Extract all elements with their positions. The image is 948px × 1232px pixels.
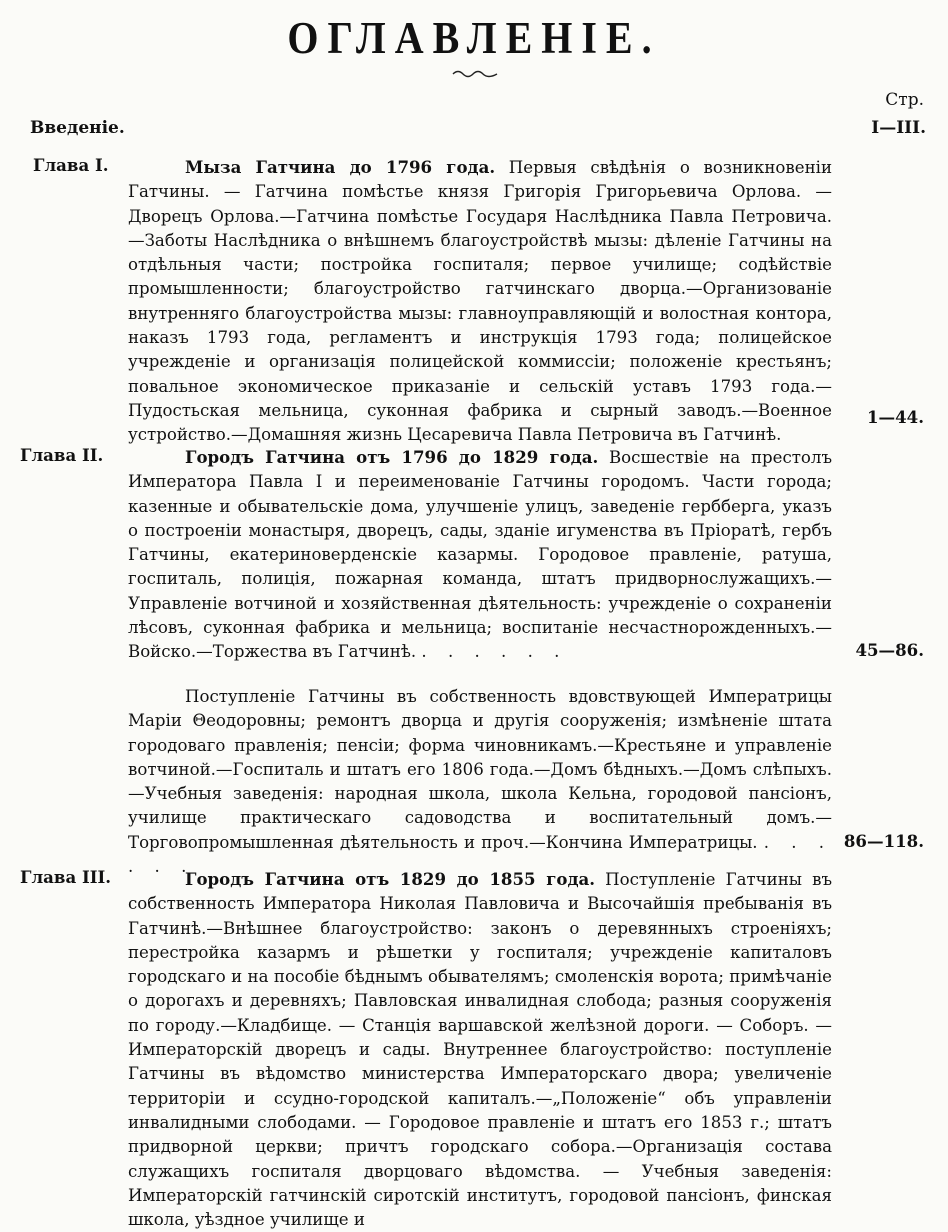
chapter-summary: [128, 685, 832, 879]
chapter-label: Глава II.: [20, 445, 104, 465]
chapter-summary: [128, 445, 832, 665]
page-title: ОГЛАВЛЕНІЕ.: [287, 11, 661, 64]
chapter-pages: 1—44.: [866, 407, 924, 427]
intro-pages: I—III.: [871, 118, 926, 138]
page-column-header: Стр.: [885, 90, 924, 110]
chapter-pages: 86—118.: [843, 831, 924, 851]
ornament-divider-icon: [452, 68, 498, 80]
chapter-label: Глава I.: [33, 155, 109, 175]
chapter-heading: Мыза Гатчина до 1796 года.: [185, 157, 496, 177]
chapter-pages: 45—86.: [855, 640, 924, 660]
chapter-text: Восшествіе на престолъ Императора Павла I и переименованіе Гатчины городомъ. Части города; казенные и обывательскіе дома, улучшеніе улицъ, заведеніе гербберга, указъ о построеніи монастыря, дворецъ, сады, зданіе игуменства въ Пріоратѣ, гербъ Гатчины, екатериноверденскіе казармы. Городовое правленіе, ратуша, госпиталь, полиція, пожарная команда, штатъ придворнослужащихъ.—Управленіе вотчиной и хозяйственная дѣятельность: учрежденіе о сохраненіи лѣсовъ, суконная фабрика и мельница; воспитаніе несчастнорожденныхъ.—Войско.—Торжества въ Гатчинѣ.: [128, 448, 833, 662]
chapter-label: Глава III.: [20, 867, 112, 887]
intro-label: Введеніе.: [30, 118, 125, 138]
chapter-text: Поступленіе Гатчины въ собственность Императора Николая Павловича и Высочайшія пребыванія въ Гатчинѣ.—Внѣшнее благоустройство: законъ о деревянныхъ строеніяхъ; перестройка казармъ и рѣшетки у госпиталя; учрежденіе капиталовъ городскаго и на пособіе бѣднымъ обывателямъ; смоленскія ворота; примѣчаніе о дорогахъ и деревняхъ; Павловская инвалидная слобода; разныя сооруженія по городу.—Кладбище. — Станція варшавской желѣзной дороги. — Соборъ. — Императорскій дворецъ и сады. Внутреннее благоустройство: поступленіе Гатчины въ вѣдомство министерства Императорскаго двора; увеличеніе территоріи и ссудно-городской капиталъ.—„Положеніе“ объ управленіи инвалидными слободами. — Городовое правленіе и штатъ его 1853 г.; штатъ придворной церкви; причтъ городскаго собора.—Организація состава служащихъ госпиталя дворцоваго вѣдомства. — Учебныя заведенія: Императорскій гатчинскій сиротскій институтъ, городовой пансіонъ, финская школа, уѣздное училище и: [128, 870, 833, 1230]
chapter-text: Первыя свѣдѣнія о возникновеніи Гатчины. — Гатчина помѣстье князя Григорія Григорьевича Орлова. — Дворецъ Орлова.—Гатчина помѣстье Государя Наслѣдника Павла Петровича.—Заботы Наслѣдника о внѣшнемъ благоустройствѣ мызы: дѣленіе Гатчины на отдѣльныя части; постройка госпиталя; первое училище; содѣйствіе промышленности; благоустройство гатчинскаго дворца.—Организованіе внутренняго благоустройства мызы: главноуправляющій и волостная контора, наказъ 1793 года, регламентъ и инструкція 1793 года; полицейское учрежденіе и организація полицейской коммиссіи; положеніе крестьянъ; повальное экономическое приказаніе и сельскій уставъ 1793 года.—Пудостьская мельница, суконная фабрика и сырный заводъ.—Военное устройство.—Домашняя жизнь Цесаревича Павла Петровича въ Гатчинѣ.: [128, 158, 833, 445]
chapter-heading: Городъ Гатчина отъ 1829 до 1855 года.: [185, 869, 596, 889]
chapter-summary: [128, 155, 832, 448]
chapter-text: Поступленіе Гатчины въ собственность вдовствующей Императрицы Маріи Θеодоровны; ремонтъ дворца и другія сооруженія; измѣненіе штата городоваго правленія; пенсіи; форма чиновникамъ.—Крестьяне и управленіе вотчиной.—Госпиталь и штатъ его 1806 года.—Домъ бѣдныхъ.—Домъ слѣпыхъ.—Учебныя заведенія: народная школа, школа Кельна, городовой пансіонъ, училище практическаго садоводства и воспитательный домъ.—Торговопромышленная дѣятельность и проч.—Кончина Императрицы.: [128, 687, 832, 852]
chapter-heading: Городъ Гатчина отъ 1796 до 1829 года.: [185, 447, 599, 467]
intro-entry[interactable]: [30, 118, 926, 138]
chapter-summary: [128, 867, 832, 1232]
leader-dots: . . . . . .: [128, 832, 833, 877]
leader-dots: . . . . . .: [421, 642, 568, 662]
